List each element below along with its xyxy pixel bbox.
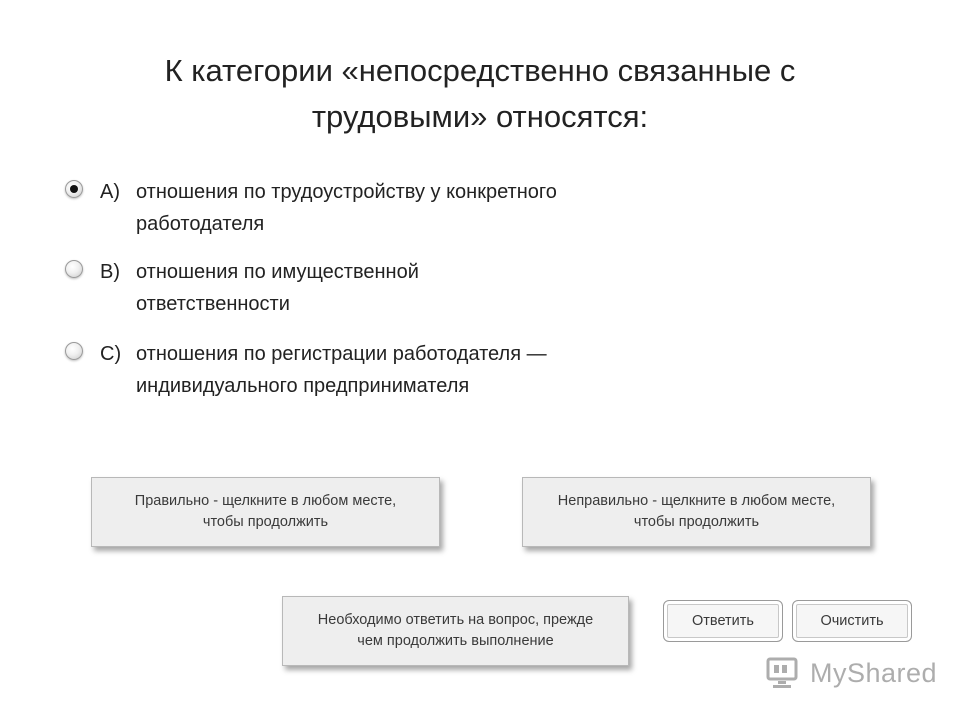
incorrect-feedback-line-2: чтобы продолжить [633,514,760,530]
monitor-icon [766,655,804,691]
incorrect-feedback-box[interactable] [522,477,871,547]
clear-button[interactable]: Очистить [792,600,912,642]
submit-button[interactable]: Ответить [663,600,783,642]
myshared-logo [766,653,937,693]
answer-required-line-1: Необходимо ответить на вопрос, прежде [317,612,594,628]
option-text-line-2: ответственности [136,293,290,315]
incorrect-feedback-line-1: Неправильно - щелкните в любом месте, [557,493,836,509]
question-title-line-2: трудовыми» относятся: [311,99,649,134]
radio-button-a[interactable] [65,180,83,198]
option-text-line-1: отношения по трудоустройству у конкретного [136,181,557,203]
correct-feedback-box[interactable] [91,477,440,547]
answer-option-c[interactable] [62,338,702,398]
correct-feedback-line-1: Правильно - щелкните в любом месте, [134,493,397,509]
option-text-line-2: работодателя [136,213,265,235]
answer-option-b[interactable] [62,256,702,316]
option-text-line-1: отношения по имущественной [136,261,419,283]
answer-required-line-2: чем продолжить выполнение [357,633,554,649]
answer-option-a[interactable] [62,176,702,236]
correct-feedback-line-2: чтобы продолжить [202,514,329,530]
answer-required-box[interactable] [282,596,629,666]
option-letter: A) [100,181,120,203]
option-letter: B) [100,261,120,283]
option-text [136,176,696,240]
option-text [136,338,696,402]
option-letter: C) [100,343,122,365]
option-text-line-1: отношения по регистрации работодателя — [136,343,547,365]
option-text-line-2: индивидуального предпринимателя [136,375,470,397]
radio-button-b[interactable] [65,260,83,278]
logo-text: MyShared [810,657,938,688]
question-title [80,48,880,140]
question-title-line-1: К категории «непосредственно связанные с [164,53,796,88]
radio-button-c[interactable] [65,342,83,360]
option-text [136,256,696,320]
